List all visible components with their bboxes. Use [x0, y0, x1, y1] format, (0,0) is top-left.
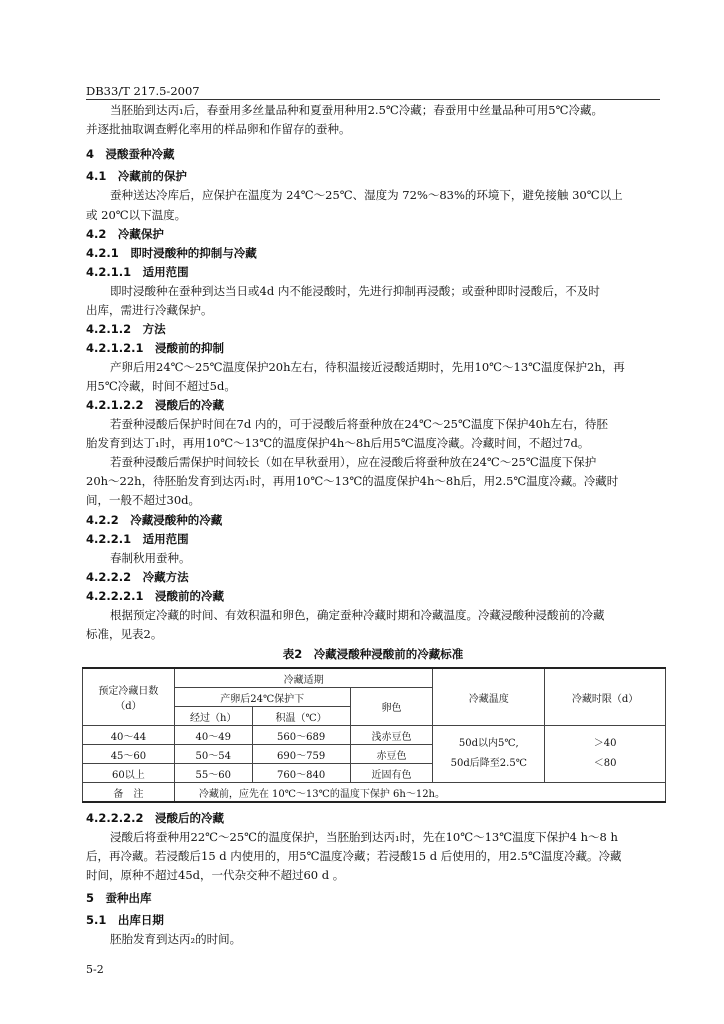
section-heading-4-1: 4.1 冷藏前的保护: [86, 169, 187, 183]
paragraph-line: 并逐批抽取调查孵化率用的样品卵和作留存的蚕种。: [86, 122, 351, 136]
page-number: 5-2: [86, 963, 104, 976]
paragraph-line: 春制秋用蚕种。: [110, 551, 191, 565]
paragraph-line: 若蚕种浸酸后保护时间在7d 内的，可于浸酸后将蚕种放在24℃～25℃温度下保护40h左右，待胚: [110, 417, 608, 431]
paragraph-line: 或 20℃以下温度。: [86, 208, 187, 222]
section-heading-4-2-1-2-1: 4.2.1.2.1 浸酸前的抑制: [86, 341, 224, 355]
section-heading-4-2-2-2: 4.2.2.2 冷藏方法: [86, 570, 189, 584]
cell-limit: [545, 726, 666, 783]
cold-storage-table: [82, 667, 666, 803]
paragraph-line: 出库，需进行冷藏保护。: [86, 303, 213, 317]
paragraph-line: 20h～22h，待胚胎发育到达丙₁时，再用10℃～13℃的温度保护4h～8h后，用2.5℃温度冷藏。冷藏时: [86, 474, 619, 488]
section-heading-4-2-2-2-1: 4.2.2.2.1 浸酸前的冷藏: [86, 589, 224, 603]
cell-days: 45～60: [83, 745, 175, 764]
header-rule: [86, 99, 660, 100]
header-days: [83, 668, 175, 726]
paragraph-line: 蚕种送达冷库后，应保护在温度为 24℃～25℃、湿度为 72%～83%的环境下，避免接触 30℃以上: [110, 188, 623, 202]
cell-accum: 560～689: [252, 726, 350, 745]
section-heading-5-1: 5.1 出库日期: [86, 913, 164, 927]
note-label: 备 注: [83, 783, 175, 803]
section-heading-4-2-2: 4.2.2 冷藏浸酸种的冷藏: [86, 513, 223, 527]
cell-color: 赤豆色: [350, 745, 433, 764]
paragraph-line: 胚胎发育到达丙₂的时间。: [110, 932, 242, 946]
paragraph-line: 标准，见表2。: [86, 627, 163, 641]
paragraph-line: 当胚胎到达丙₁后，春蚕用多丝量品种和夏蚕用种用2.5℃冷藏；春蚕用中丝量品种可用5℃冷藏。: [110, 103, 603, 117]
paragraph-line: 若蚕种浸酸后需保护时间较长（如在早秋蚕用），应在浸酸后将蚕种放在24℃～25℃温度下保护: [110, 455, 597, 469]
temp-line-1: 50d以内5℃,: [458, 738, 519, 749]
section-heading-4-2-1-2: 4.2.1.2 方法: [86, 322, 166, 336]
section-heading-4-2-1: 4.2.1 即时浸酸种的抑制与冷藏: [86, 246, 257, 260]
table-row: [83, 726, 666, 745]
header-days-unit: （d）: [115, 701, 142, 712]
table-note-row: [83, 783, 666, 803]
section-heading-4-2: 4.2 冷藏保护: [86, 227, 164, 241]
cell-days: 40～44: [83, 726, 175, 745]
paragraph-line: 产卵后用24℃～25℃温度保护20h左右，待积温接近浸酸适期时，先用10℃～13℃温度保护2h，再: [110, 360, 625, 374]
header-accum: 积温（℃）: [252, 707, 350, 726]
paragraph-line: 浸酸后将蚕种用22℃～25℃的温度保护，当胚胎到达丙₁时，先在10℃～13℃温度下保护4 h～8 h: [110, 830, 618, 844]
header-limit: 冷藏时限（d）: [545, 668, 666, 726]
cell-accum: 690～759: [252, 745, 350, 764]
cell-elapsed: 40～49: [174, 726, 252, 745]
paragraph-line: 后，再冷藏。若浸酸后15 d 内使用的，用5℃温度冷藏；若浸酸15 d 后使用的，用2.5℃温度冷藏。冷藏: [86, 849, 622, 863]
temp-line-2: 50d后降至2.5℃: [450, 758, 527, 769]
note-text: 冷藏前，应先在 10℃～13℃的温度下保护 6h～12h。: [174, 783, 665, 803]
section-heading-4-2-1-1: 4.2.1.1 适用范围: [86, 265, 189, 279]
cell-elapsed: 55～60: [174, 764, 252, 783]
paragraph-line: 胎发育到达丁₁时，再用10℃～13℃的温度保护4h～8h后用5℃温度冷藏。冷藏时间，不超过7d。: [86, 436, 590, 450]
paragraph-line: 即时浸酸种在蚕种到达当日或4d 内不能浸酸时，先进行抑制再浸酸；或蚕种即时浸酸后，不及时: [110, 284, 600, 298]
section-heading-4-2-1-2-2: 4.2.1.2.2 浸酸后的冷藏: [86, 398, 224, 412]
section-heading-4-2-2-1: 4.2.2.1 适用范围: [86, 532, 189, 546]
cell-color: 浅赤豆色: [350, 726, 433, 745]
header-elapsed: 经过（h）: [174, 707, 252, 726]
cell-color: 近固有色: [350, 764, 433, 783]
section-heading-4: 4 浸酸蚕种冷藏: [86, 147, 175, 161]
limit-line-1: ＞40: [593, 738, 617, 749]
cell-days: 60以上: [83, 764, 175, 783]
header-after-laying: 产卵后24℃保护下: [174, 688, 350, 707]
paragraph-line: 时间，原种不超过45d，一代杂交种不超过60 d 。: [86, 868, 345, 882]
header-temp: 冷藏温度: [433, 668, 545, 726]
header-days-label: 预定冷藏日数: [98, 686, 159, 697]
cell-temp: [433, 726, 545, 783]
cell-elapsed: 50～54: [174, 745, 252, 764]
cell-accum: 760～840: [252, 764, 350, 783]
limit-line-2: ＜80: [593, 758, 617, 769]
section-heading-4-2-2-2-2: 4.2.2.2.2 浸酸后的冷藏: [86, 811, 224, 825]
doc-id-header: DB33/T 217.5-2007: [86, 84, 200, 98]
paragraph-line: 用5℃冷藏，时间不超过5d。: [86, 379, 236, 393]
paragraph-line: 间，一般不超过30d。: [86, 493, 200, 507]
table-caption: 表2 冷藏浸酸种浸酸前的冷藏标准: [282, 647, 464, 661]
section-heading-5: 5 蚕种出库: [86, 891, 152, 905]
header-egg-color: 卵色: [350, 688, 433, 726]
paragraph-line: 根据预定冷藏的时间、有效积温和卵色，确定蚕种冷藏时期和冷藏温度。冷藏浸酸种浸酸前的冷藏: [110, 608, 605, 622]
header-period: 冷藏适期: [174, 668, 433, 688]
